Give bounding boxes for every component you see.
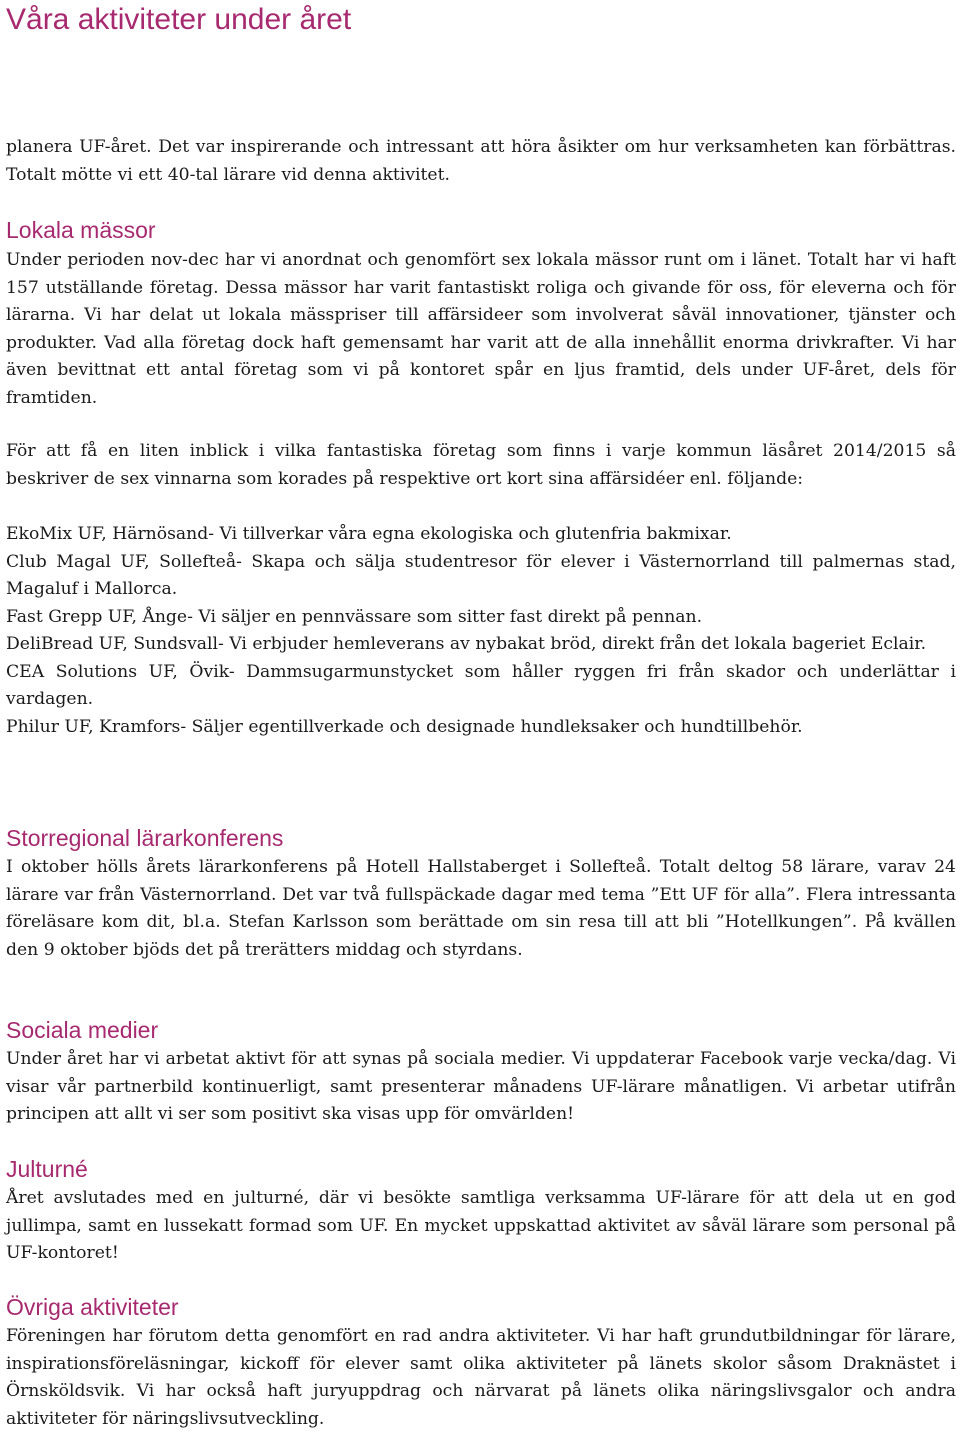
winner-item: DeliBread UF, Sundsvall- Vi erbjuder hemleverans av nybakat bröd, direkt från det lokala bageriet Eclair.: [6, 634, 927, 654]
storregional-section: [6, 824, 956, 964]
lokala-massor-heading: Lokala mässor: [6, 217, 156, 243]
sociala-medier-paragraph: Under året har vi arbetat aktivt för att synas på sociala medier. Vi uppdaterar Facebook varje vecka/dag. Vi visar vår partnerbild kontinuerligt, samt presenterar månadens UF-lärare månatligen. Vi arbetar utifrån principen att allt vi ser som positivt ska visas upp för omvärlden!: [6, 1049, 956, 1124]
ovriga-paragraph: Föreningen har förutom detta genomfört en rad andra aktiviteter. Vi har haft grundutbildningar för lärare, inspirationsföreläsningar, kickoff för elever samt olika aktiviteter på länets skolor såsom Draknästet i Örnsköldsvik. Vi har också haft juryuppdrag och närvarat på länets olika näringslivsgalor och andra aktiviteter för näringslivsutveckling.: [6, 1326, 956, 1429]
ovriga-heading: Övriga aktiviteter: [6, 1294, 179, 1320]
intro-section: [6, 134, 956, 189]
winner-item: Club Magal UF, Sollefteå- Skapa och sälja studentresor för elever i Västernorrland till palmernas stad, Magaluf i Mallorca.: [6, 551, 956, 599]
intro-paragraph: planera UF-året. Det var inspirerande och intressant att höra åsikter om hur verksamheten kan förbättras. Totalt mötte vi ett 40-tal lärare vid denna aktivitet.: [6, 137, 956, 185]
winners-list: [6, 521, 956, 741]
winner-item: CEA Solutions UF, Övik- Dammsugarmunstycket som håller ryggen fri från skador och underlättar i vardagen.: [6, 661, 956, 709]
page-title: Våra aktiviteter under året: [6, 3, 352, 36]
lokala-massor-section: [6, 216, 956, 412]
insight-paragraph: För att få en liten inblick i vilka fantastiska företag som finns i varje kommun läsåret 2014/2015 så beskriver de sex vinnarna som korades på respektive ort kort sina affärsidéer enl. följande:: [6, 441, 956, 489]
storregional-heading: Storregional lärarkonferens: [6, 825, 284, 851]
storregional-paragraph: I oktober hölls årets lärarkonferens på Hotell Hallstaberget i Sollefteå. Totalt deltog 58 lärare, varav 24 lärare var från Västernorrland. Det var två fullspäckade dagar med tema ”Ett UF för alla”. Flera intressanta föreläsare kom dit, bl.a. Stefan Karlsson som berättade om sin resa till att bli ”Hotellkungen”. På kvällen den 9 oktober bjöds det på trerätters middag och styrdans.: [6, 857, 956, 960]
julturne-paragraph: Året avslutades med en julturné, där vi besökte samtliga verksamma UF-lärare för att dela ut en god jullimpa, samt en lussekatt formad som UF. En mycket uppskattad aktivitet av såväl lärare som personal på UF-kontoret!: [6, 1188, 956, 1263]
winner-item: EkoMix UF, Härnösand- Vi tillverkar våra egna ekologiska och glutenfria bakmixar.: [6, 524, 732, 544]
insight-section: [6, 438, 956, 493]
winner-item: Fast Grepp UF, Ånge- Vi säljer en pennvässare som sitter fast direkt på pennan.: [6, 606, 703, 627]
ovriga-section: [6, 1293, 956, 1433]
winner-item: Philur UF, Kramfors- Säljer egentillverkade och designade hundleksaker och hundtillbehör.: [6, 716, 803, 737]
sociala-medier-heading: Sociala medier: [6, 1017, 159, 1043]
sociala-medier-section: [6, 1016, 956, 1129]
julturne-heading: Julturné: [6, 1156, 88, 1182]
lokala-massor-paragraph: Under perioden nov-dec har vi anordnat och genomfört sex lokala mässor runt om i länet. Totalt har vi haft 157 utställande företag. Dessa mässor har varit fantastiskt roliga och givande för oss, för eleverna och för lärarna. Vi har delat ut lokala mässpriser till affärsideer som involverat såväl innovationer, tjänster och produkter. Vad alla företag dock haft gemensamt har varit att de alla innehållit enorma drivkrafter. Vi har även bevittnat ett antal företag som vi på kontoret spår en ljus framtid, dels under UF-året, dels för framtiden.: [6, 250, 956, 408]
julturne-section: [6, 1155, 956, 1268]
